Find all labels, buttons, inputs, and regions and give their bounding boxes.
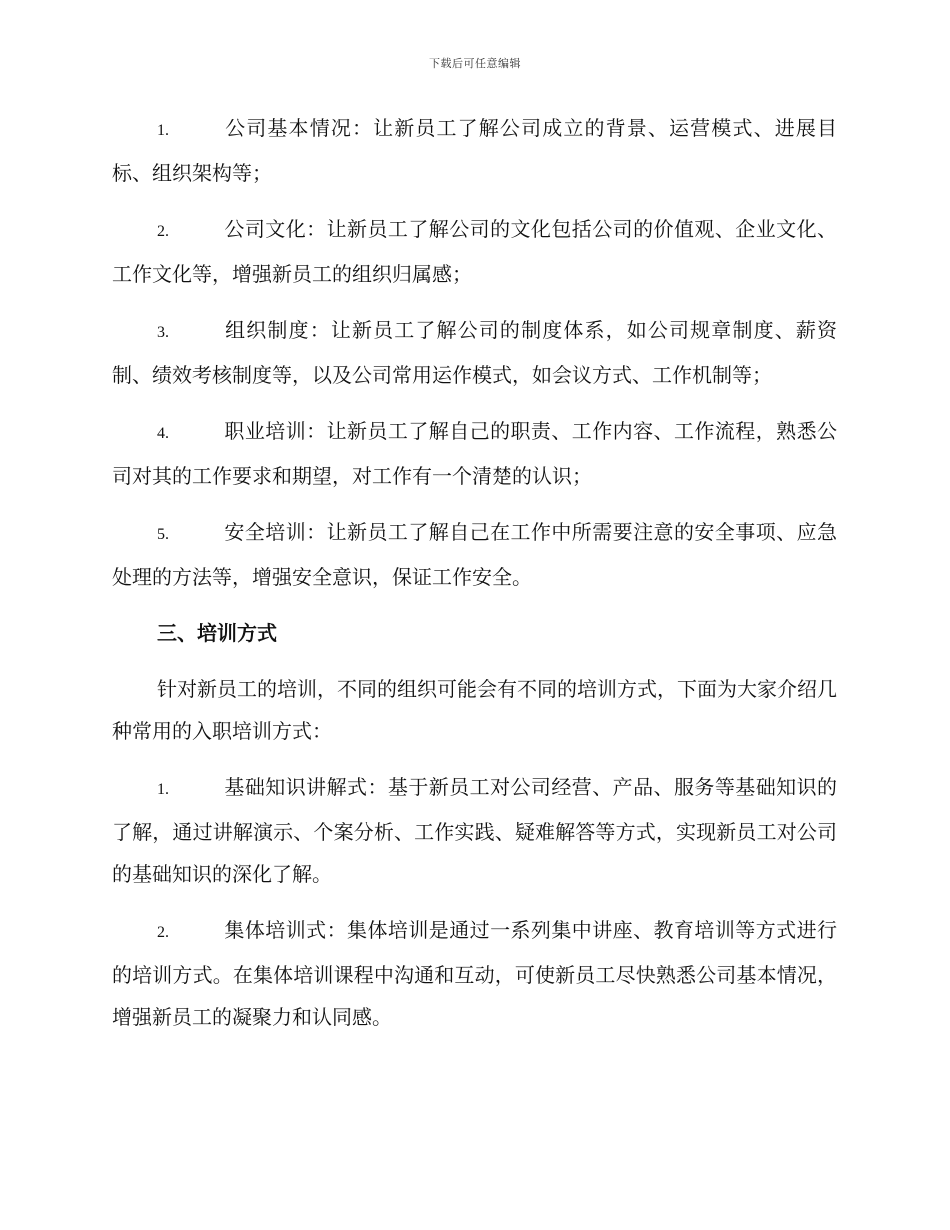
page-header: 下载后可任意编辑 — [429, 57, 521, 70]
section-intro: 针对新员工的培训，不同的组织可能会有不同的培训方式，下面为大家介绍几种常用的入职培训方式： — [112, 677, 837, 743]
list-text: 公司文化：让新员工了解公司的文化包括公司的价值观、企业文化、工作文化等，增强新员工的组织归属感； — [112, 217, 837, 286]
list-item — [112, 511, 837, 598]
list-item — [112, 309, 837, 396]
list-text: 组织制度：让新员工了解公司的制度体系，如公司规章制度、薪资制、绩效考核制度等，以及公司常用运作模式，如会议方式、工作机制等； — [112, 318, 837, 387]
list-number: 2. — [157, 924, 169, 941]
document-body — [112, 107, 837, 1052]
list-item — [112, 410, 837, 497]
list-number: 2. — [157, 223, 169, 240]
list-text: 职业培训：让新员工了解自己的职责、工作内容、工作流程，熟悉公司对其的工作要求和期望，对工作有一个清楚的认识； — [112, 419, 837, 488]
list-number: 1. — [157, 781, 169, 798]
list-number: 4. — [157, 425, 169, 442]
list-item — [112, 107, 837, 194]
section-heading: 三、培训方式 — [157, 621, 277, 645]
list-text: 集体培训式：集体培训是通过一系列集中讲座、教育培训等方式进行的培训方式。在集体培训课程中沟通和互动，可使新员工尽快熟悉公司基本情况，增强新员工的凝聚力和认同感。 — [112, 918, 837, 1029]
list-item — [112, 766, 837, 895]
list-text: 基础知识讲解式：基于新员工对公司经营、产品、服务等基础知识的了解，通过讲解演示、个案分析、工作实践、疑难解答等方式，实现新员工对公司的基础知识的深化了解。 — [112, 775, 837, 886]
list-number: 3. — [157, 324, 169, 341]
list-item — [112, 208, 837, 295]
list-text: 安全培训：让新员工了解自己在工作中所需要注意的安全事项、应急处理的方法等，增强安全意识，保证工作安全。 — [112, 520, 837, 589]
list-item — [112, 909, 837, 1038]
list-number: 1. — [157, 122, 169, 139]
list-text: 公司基本情况：让新员工了解公司成立的背景、运营模式、进展目标、组织架构等； — [112, 116, 837, 185]
list-number: 5. — [157, 526, 169, 543]
